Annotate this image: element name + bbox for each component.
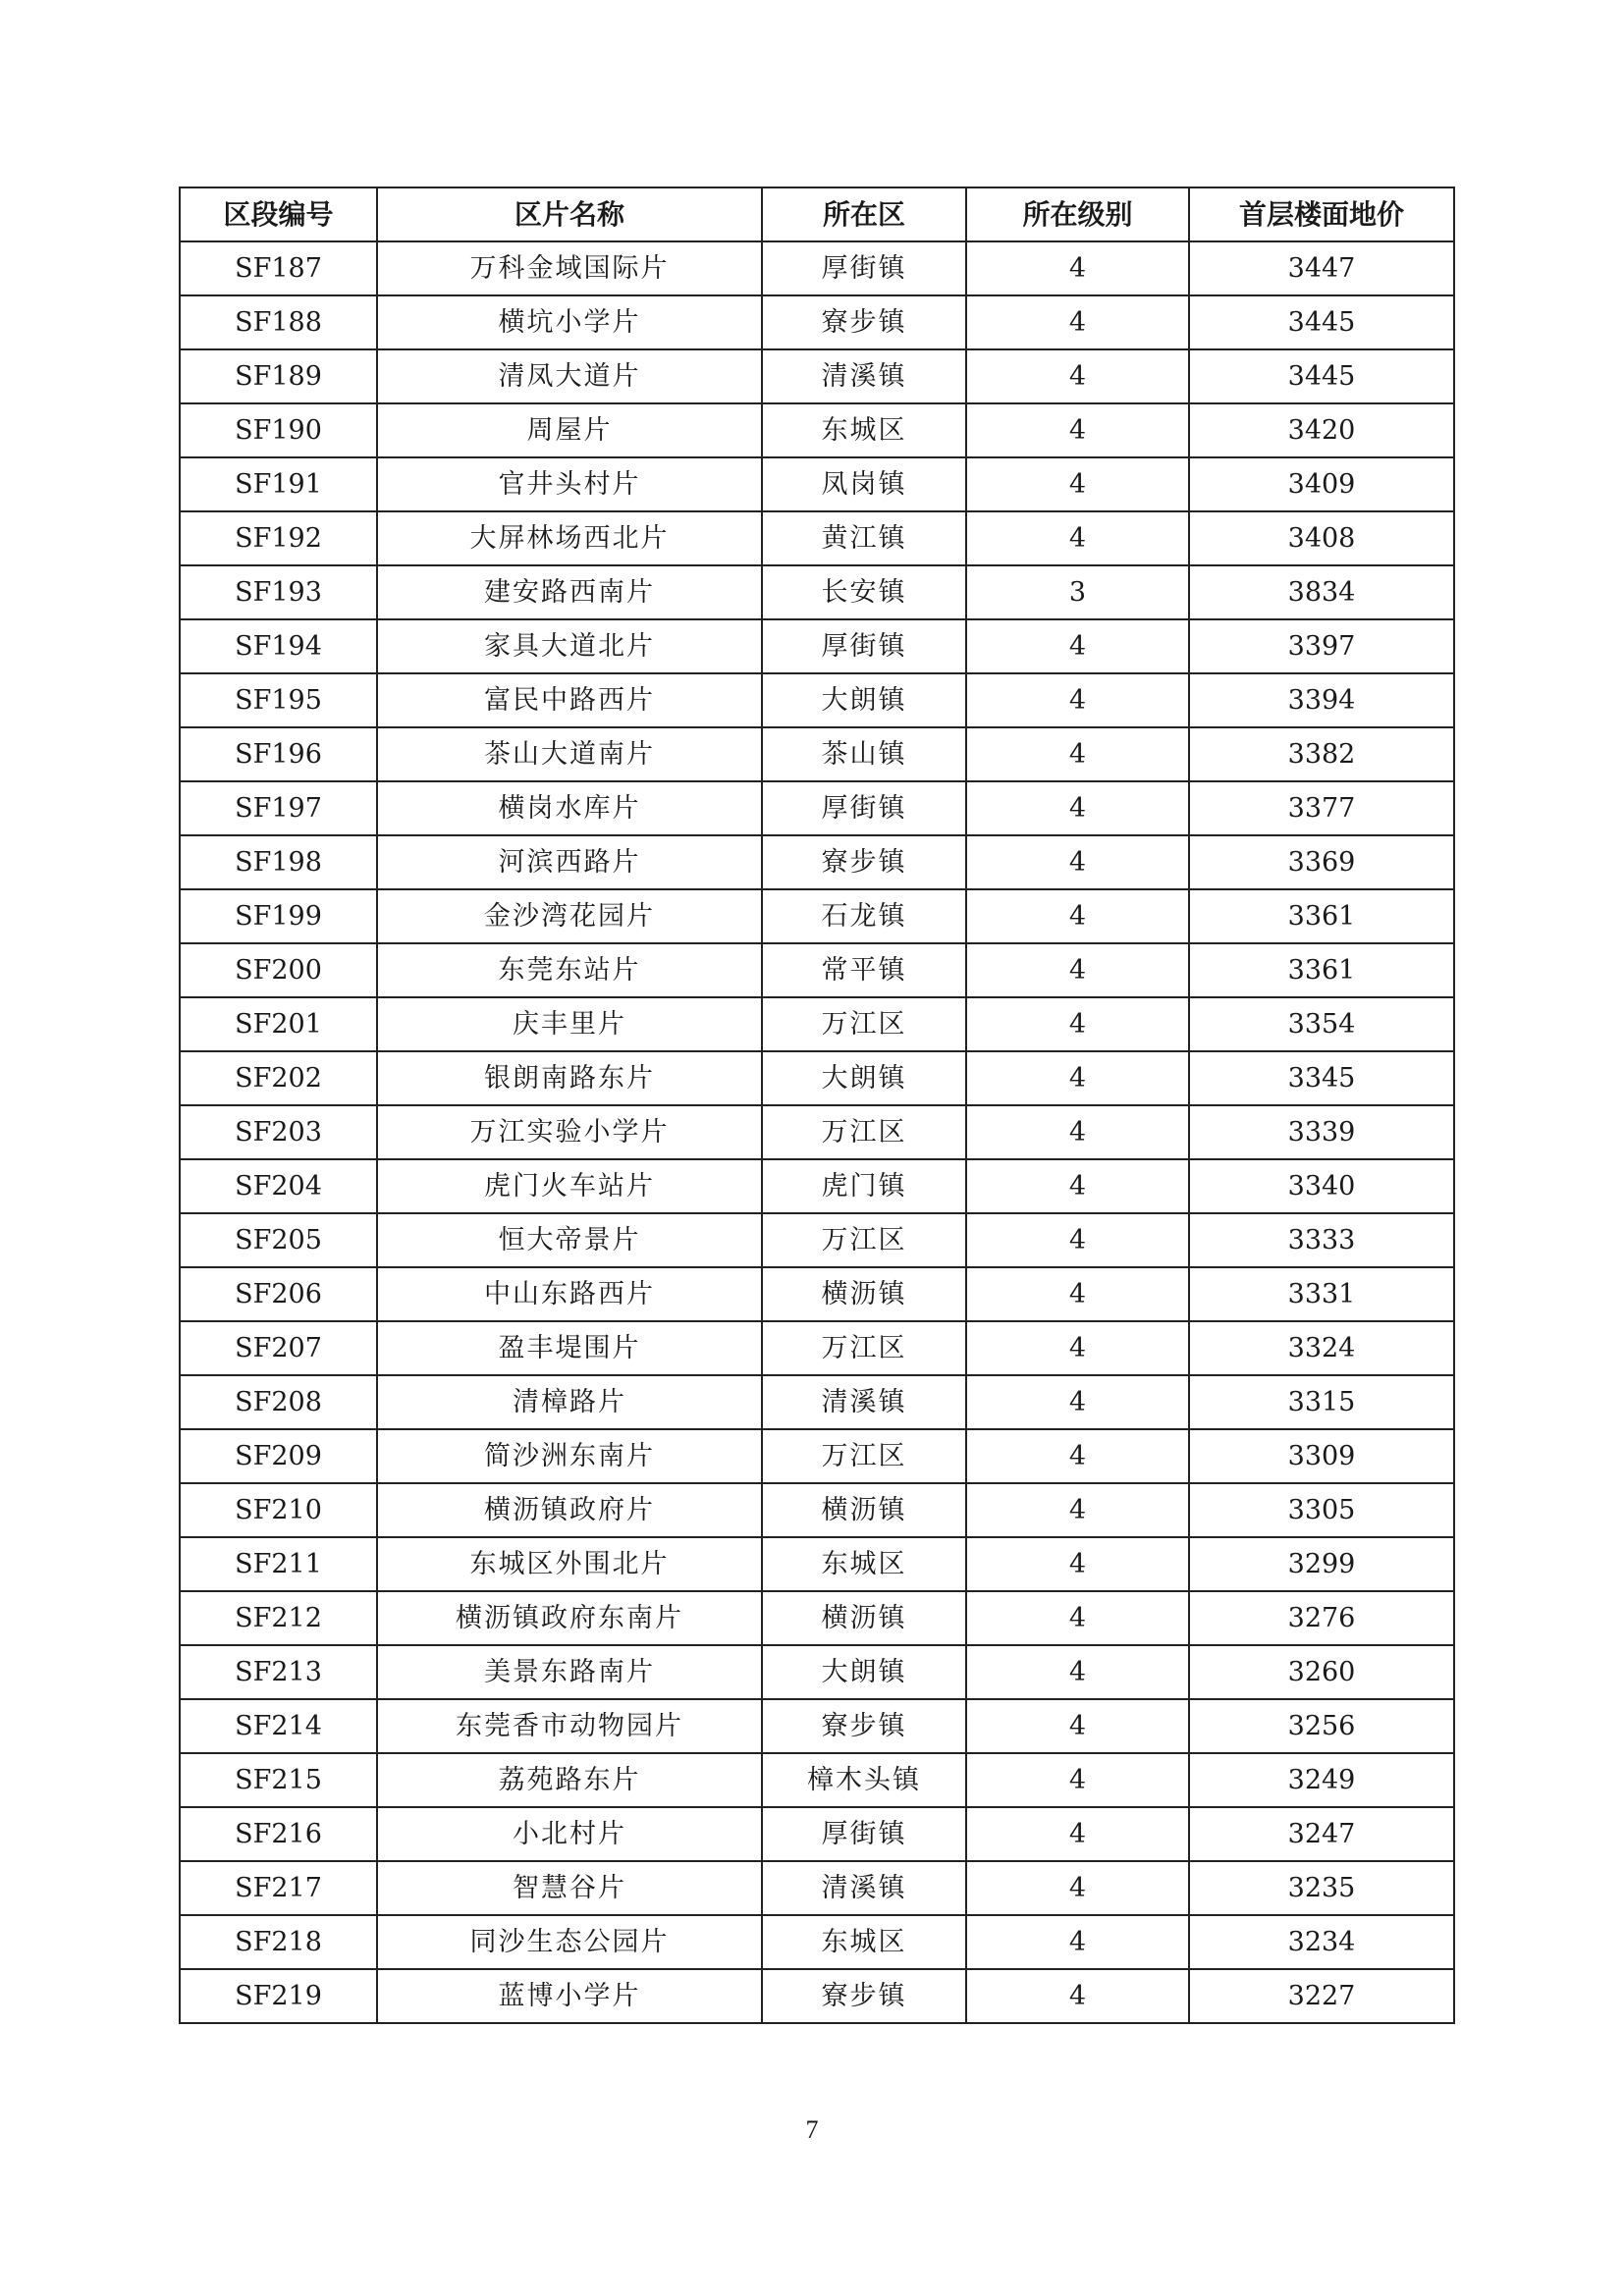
table-row [180,349,1454,403]
cell-area-name: 中山东路西片 [377,1267,762,1321]
cell-section-code: SF190 [180,403,377,457]
cell-section-code: SF213 [180,1645,377,1699]
cell-district: 厚街镇 [762,619,966,673]
table-row [180,997,1454,1051]
cell-district: 常平镇 [762,943,966,997]
table-row [180,1915,1454,1969]
cell-level: 4 [966,1213,1189,1267]
cell-price: 3276 [1189,1591,1454,1645]
cell-level: 4 [966,1051,1189,1105]
table-row [180,781,1454,835]
cell-area-name: 官井头村片 [377,457,762,511]
cell-area-name: 横沥镇政府东南片 [377,1591,762,1645]
cell-level: 3 [966,565,1189,619]
cell-section-code: SF205 [180,1213,377,1267]
cell-area-name: 家具大道北片 [377,619,762,673]
cell-price: 3249 [1189,1753,1454,1807]
cell-level: 4 [966,1321,1189,1375]
table-row [180,1807,1454,1861]
cell-level: 4 [966,511,1189,565]
cell-price: 3361 [1189,943,1454,997]
cell-level: 4 [966,727,1189,781]
cell-district: 石龙镇 [762,889,966,943]
cell-district: 黄江镇 [762,511,966,565]
table-row [180,295,1454,349]
cell-section-code: SF193 [180,565,377,619]
table-row [180,1321,1454,1375]
cell-price: 3377 [1189,781,1454,835]
cell-section-code: SF204 [180,1159,377,1213]
cell-level: 4 [966,1429,1189,1483]
cell-district: 凤岗镇 [762,457,966,511]
cell-district: 寮步镇 [762,1969,966,2023]
cell-area-name: 大屏林场西北片 [377,511,762,565]
header-row [180,187,1454,241]
table-body [180,241,1454,2023]
cell-level: 4 [966,1375,1189,1429]
cell-price: 3324 [1189,1321,1454,1375]
cell-area-name: 同沙生态公园片 [377,1915,762,1969]
table-row [180,727,1454,781]
cell-section-code: SF197 [180,781,377,835]
cell-area-name: 虎门火车站片 [377,1159,762,1213]
cell-level: 4 [966,1645,1189,1699]
table-header [180,187,1454,241]
cell-area-name: 富民中路西片 [377,673,762,727]
cell-level: 4 [966,1861,1189,1915]
cell-price: 3420 [1189,403,1454,457]
cell-section-code: SF194 [180,619,377,673]
cell-level: 4 [966,1699,1189,1753]
header-area-name: 区片名称 [377,187,762,241]
cell-section-code: SF187 [180,241,377,295]
cell-price: 3340 [1189,1159,1454,1213]
cell-section-code: SF202 [180,1051,377,1105]
cell-level: 4 [966,673,1189,727]
cell-level: 4 [966,349,1189,403]
cell-price: 3354 [1189,997,1454,1051]
cell-area-name: 金沙湾花园片 [377,889,762,943]
cell-section-code: SF200 [180,943,377,997]
cell-district: 厚街镇 [762,1807,966,1861]
table-row [180,1699,1454,1753]
cell-district: 樟木头镇 [762,1753,966,1807]
cell-level: 4 [966,1753,1189,1807]
cell-area-name: 庆丰里片 [377,997,762,1051]
table-row [180,1429,1454,1483]
cell-district: 大朗镇 [762,673,966,727]
cell-district: 大朗镇 [762,1645,966,1699]
table-row [180,943,1454,997]
cell-section-code: SF214 [180,1699,377,1753]
cell-district: 横沥镇 [762,1267,966,1321]
cell-section-code: SF196 [180,727,377,781]
cell-level: 4 [966,943,1189,997]
header-section-code: 区段编号 [180,187,377,241]
cell-district: 东城区 [762,1915,966,1969]
cell-price: 3369 [1189,835,1454,889]
cell-level: 4 [966,241,1189,295]
cell-price: 3227 [1189,1969,1454,2023]
cell-price: 3361 [1189,889,1454,943]
cell-area-name: 荔苑路东片 [377,1753,762,1807]
cell-section-code: SF189 [180,349,377,403]
cell-level: 4 [966,1969,1189,2023]
cell-price: 3234 [1189,1915,1454,1969]
table-row [180,1051,1454,1105]
cell-district: 寮步镇 [762,1699,966,1753]
header-level: 所在级别 [966,187,1189,241]
cell-district: 长安镇 [762,565,966,619]
cell-section-code: SF208 [180,1375,377,1429]
cell-area-name: 清樟路片 [377,1375,762,1429]
table-row [180,1591,1454,1645]
table-row [180,241,1454,295]
cell-level: 4 [966,997,1189,1051]
cell-price: 3408 [1189,511,1454,565]
cell-price: 3409 [1189,457,1454,511]
cell-section-code: SF209 [180,1429,377,1483]
cell-section-code: SF215 [180,1753,377,1807]
cell-section-code: SF191 [180,457,377,511]
cell-district: 万江区 [762,1213,966,1267]
cell-district: 厚街镇 [762,781,966,835]
table-row [180,457,1454,511]
cell-price: 3331 [1189,1267,1454,1321]
cell-district: 清溪镇 [762,1861,966,1915]
cell-district: 东城区 [762,403,966,457]
cell-area-name: 清凤大道片 [377,349,762,403]
cell-level: 4 [966,1537,1189,1591]
table-row [180,1537,1454,1591]
cell-area-name: 万江实验小学片 [377,1105,762,1159]
cell-district: 大朗镇 [762,1051,966,1105]
cell-area-name: 银朗南路东片 [377,1051,762,1105]
cell-price: 3445 [1189,295,1454,349]
cell-section-code: SF216 [180,1807,377,1861]
cell-price: 3305 [1189,1483,1454,1537]
table-row [180,1375,1454,1429]
cell-area-name: 东城区外围北片 [377,1537,762,1591]
cell-section-code: SF212 [180,1591,377,1645]
cell-district: 东城区 [762,1537,966,1591]
table-row [180,1753,1454,1807]
cell-section-code: SF203 [180,1105,377,1159]
land-price-table [179,187,1455,2024]
cell-district: 清溪镇 [762,349,966,403]
cell-level: 4 [966,457,1189,511]
cell-level: 4 [966,1591,1189,1645]
cell-area-name: 智慧谷片 [377,1861,762,1915]
cell-price: 3447 [1189,241,1454,295]
cell-area-name: 美景东路南片 [377,1645,762,1699]
cell-district: 清溪镇 [762,1375,966,1429]
cell-section-code: SF210 [180,1483,377,1537]
cell-section-code: SF198 [180,835,377,889]
cell-district: 万江区 [762,1105,966,1159]
cell-level: 4 [966,1915,1189,1969]
table-row [180,1159,1454,1213]
cell-district: 万江区 [762,1321,966,1375]
cell-area-name: 简沙洲东南片 [377,1429,762,1483]
cell-area-name: 河滨西路片 [377,835,762,889]
cell-district: 万江区 [762,1429,966,1483]
cell-area-name: 恒大帝景片 [377,1213,762,1267]
cell-district: 万江区 [762,997,966,1051]
cell-price: 3445 [1189,349,1454,403]
cell-price: 3309 [1189,1429,1454,1483]
cell-section-code: SF195 [180,673,377,727]
cell-district: 寮步镇 [762,835,966,889]
table-row [180,619,1454,673]
table-row [180,403,1454,457]
cell-area-name: 横岗水库片 [377,781,762,835]
cell-section-code: SF217 [180,1861,377,1915]
table-row [180,1213,1454,1267]
cell-level: 4 [966,1159,1189,1213]
cell-level: 4 [966,1105,1189,1159]
cell-level: 4 [966,781,1189,835]
cell-area-name: 建安路西南片 [377,565,762,619]
cell-district: 横沥镇 [762,1591,966,1645]
cell-section-code: SF201 [180,997,377,1051]
cell-area-name: 万科金域国际片 [377,241,762,295]
table-row [180,835,1454,889]
header-district: 所在区 [762,187,966,241]
cell-price: 3315 [1189,1375,1454,1429]
cell-area-name: 小北村片 [377,1807,762,1861]
cell-section-code: SF199 [180,889,377,943]
cell-price: 3247 [1189,1807,1454,1861]
table-row [180,1861,1454,1915]
header-ground-floor-price: 首层楼面地价 [1189,187,1454,241]
cell-section-code: SF188 [180,295,377,349]
cell-level: 4 [966,835,1189,889]
table-row [180,1969,1454,2023]
cell-level: 4 [966,889,1189,943]
cell-section-code: SF219 [180,1969,377,2023]
table-row [180,565,1454,619]
cell-price: 3260 [1189,1645,1454,1699]
cell-price: 3834 [1189,565,1454,619]
cell-section-code: SF211 [180,1537,377,1591]
cell-level: 4 [966,619,1189,673]
cell-price: 3345 [1189,1051,1454,1105]
cell-section-code: SF207 [180,1321,377,1375]
cell-area-name: 东莞东站片 [377,943,762,997]
page-number: 7 [805,2115,819,2144]
cell-area-name: 周屋片 [377,403,762,457]
cell-level: 4 [966,295,1189,349]
table-row [180,1645,1454,1699]
cell-area-name: 东莞香市动物园片 [377,1699,762,1753]
cell-section-code: SF218 [180,1915,377,1969]
cell-price: 3397 [1189,619,1454,673]
cell-district: 厚街镇 [762,241,966,295]
table-row [180,673,1454,727]
cell-area-name: 盈丰堤围片 [377,1321,762,1375]
cell-level: 4 [966,1267,1189,1321]
cell-price: 3394 [1189,673,1454,727]
cell-district: 虎门镇 [762,1159,966,1213]
table-row [180,511,1454,565]
cell-price: 3339 [1189,1105,1454,1159]
table-row [180,1105,1454,1159]
table-row [180,1483,1454,1537]
cell-level: 4 [966,1807,1189,1861]
cell-section-code: SF192 [180,511,377,565]
cell-price: 3256 [1189,1699,1454,1753]
cell-area-name: 蓝博小学片 [377,1969,762,2023]
cell-area-name: 横坑小学片 [377,295,762,349]
cell-level: 4 [966,403,1189,457]
table-row [180,1267,1454,1321]
cell-district: 茶山镇 [762,727,966,781]
cell-price: 3235 [1189,1861,1454,1915]
cell-price: 3382 [1189,727,1454,781]
cell-price: 3333 [1189,1213,1454,1267]
cell-district: 横沥镇 [762,1483,966,1537]
cell-district: 寮步镇 [762,295,966,349]
cell-level: 4 [966,1483,1189,1537]
cell-area-name: 茶山大道南片 [377,727,762,781]
cell-section-code: SF206 [180,1267,377,1321]
cell-area-name: 横沥镇政府片 [377,1483,762,1537]
cell-price: 3299 [1189,1537,1454,1591]
table-row [180,889,1454,943]
